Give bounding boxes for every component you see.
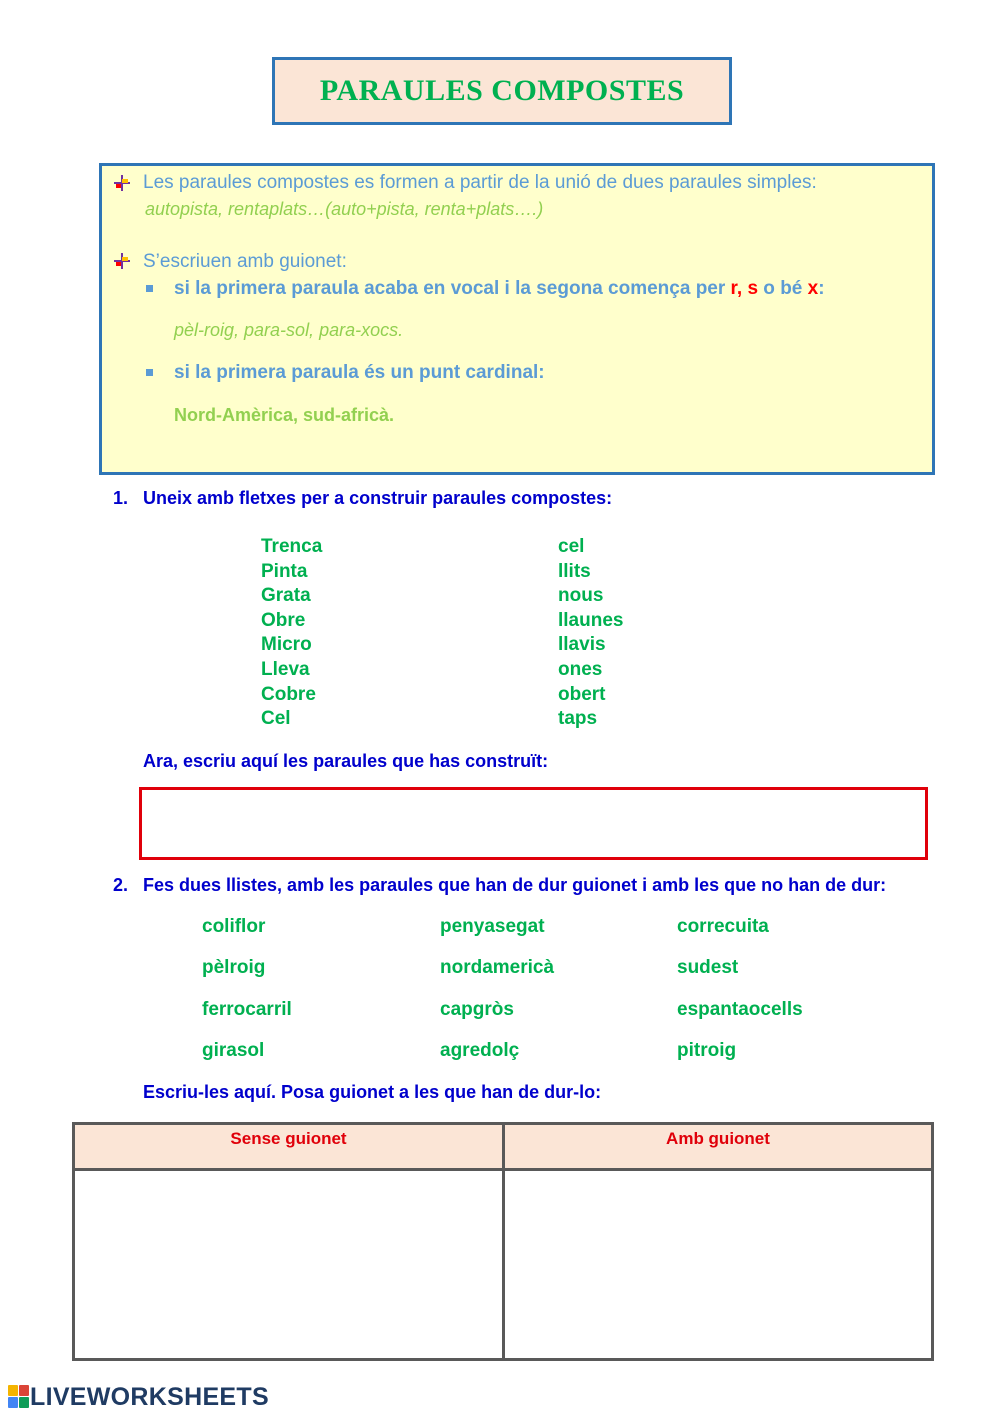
letter-x: x [807,278,819,299]
square-bullet-icon [146,369,153,376]
right-word[interactable]: llavis [558,634,606,656]
word-item: pitroig [677,1039,737,1061]
arrow-bullet-icon [114,175,130,191]
amb-guionet-answer-cell[interactable] [505,1171,931,1358]
page-title: PARAULES COMPOSTES [319,74,685,107]
sense-guionet-answer-cell[interactable] [75,1171,502,1358]
rule1-text: Les paraules compostes es formen a partir de la unió de dues paraules simples: [143,172,817,193]
exercise2-instruction: Fes dues llistes, amb les paraules que han de dur guionet i amb les que no han de dur: [143,875,887,895]
square-bullet-icon [146,285,153,292]
header-amb-guionet: Amb guionet [505,1125,931,1168]
right-word[interactable]: taps [558,708,598,730]
left-word[interactable]: Pinta [261,560,308,582]
right-word[interactable]: llits [558,560,591,582]
exercise1-write-prompt: Ara, escriu aquí les paraules que has construït: [143,751,549,771]
sub-rule2-text: si la primera paraula és un punt cardinal: [174,362,545,383]
word-item: espantaocells [677,998,803,1020]
arrow-bullet-icon [114,253,130,269]
word-column-1 [202,916,292,1081]
word-item: correcuita [677,916,769,937]
word-item: pèlroig [202,957,266,979]
letter-s: s [747,278,759,299]
letter-r: r, [730,278,743,299]
sub-rule1-colon: : [818,278,825,299]
header-sense-guionet: Sense guionet [75,1125,502,1168]
word-item: nordamericà [440,957,555,979]
right-word[interactable]: obert [558,683,606,705]
brand-footer [8,1383,269,1411]
rule2-text: S’escriuen amb guionet: [143,251,347,272]
left-word[interactable]: Obre [261,609,306,631]
brand-name: LIVEWORKSHEETS [30,1382,269,1411]
liveworksheets-logo-icon [8,1385,30,1409]
left-word[interactable]: Lleva [261,658,310,680]
exercise1-number: 1. [113,488,129,508]
sub-rule1-o-be: o bé [758,278,808,299]
right-word-list [558,536,623,733]
word-item: ferrocarril [202,998,292,1020]
sub-rule2-examples: Nord-Amèrica, sud-africà. [174,405,395,425]
exercise1-instruction: Uneix amb fletxes per a construir paraules compostes: [143,488,613,508]
right-word[interactable]: cel [558,536,585,557]
title-box [272,57,732,125]
sub-rule1-text: si la primera paraula acaba en vocal i la segona comença per [174,278,731,299]
left-word[interactable]: Micro [261,634,312,656]
exercise1-answer-field[interactable] [139,787,928,860]
left-word[interactable]: Trenca [261,536,323,557]
word-column-3 [677,916,803,1081]
rule1-examples: autopista, rentaplats…(auto+pista, renta+plats….) [145,199,544,219]
right-word[interactable]: llaunes [558,609,624,631]
word-item: capgròs [440,998,514,1020]
exercise2-write-prompt: Escriu-les aquí. Posa guionet a les que han de dur-lo: [143,1082,602,1102]
right-word[interactable]: nous [558,585,604,607]
left-word[interactable]: Grata [261,585,311,607]
answer-table [72,1122,934,1361]
right-word[interactable]: ones [558,658,603,680]
left-word[interactable]: Cel [261,708,291,730]
left-word-list [261,536,322,733]
word-item: girasol [202,1039,265,1061]
word-item: sudest [677,957,739,979]
sub-rule1-examples: pèl-roig, para-sol, para-xocs. [174,320,404,340]
exercise2-number: 2. [113,875,129,895]
word-item: coliflor [202,916,266,937]
word-item: agredolç [440,1039,520,1061]
word-item: penyasegat [440,916,545,937]
word-column-2 [440,916,554,1081]
sub-rule1 [174,278,825,300]
left-word[interactable]: Cobre [261,683,316,705]
